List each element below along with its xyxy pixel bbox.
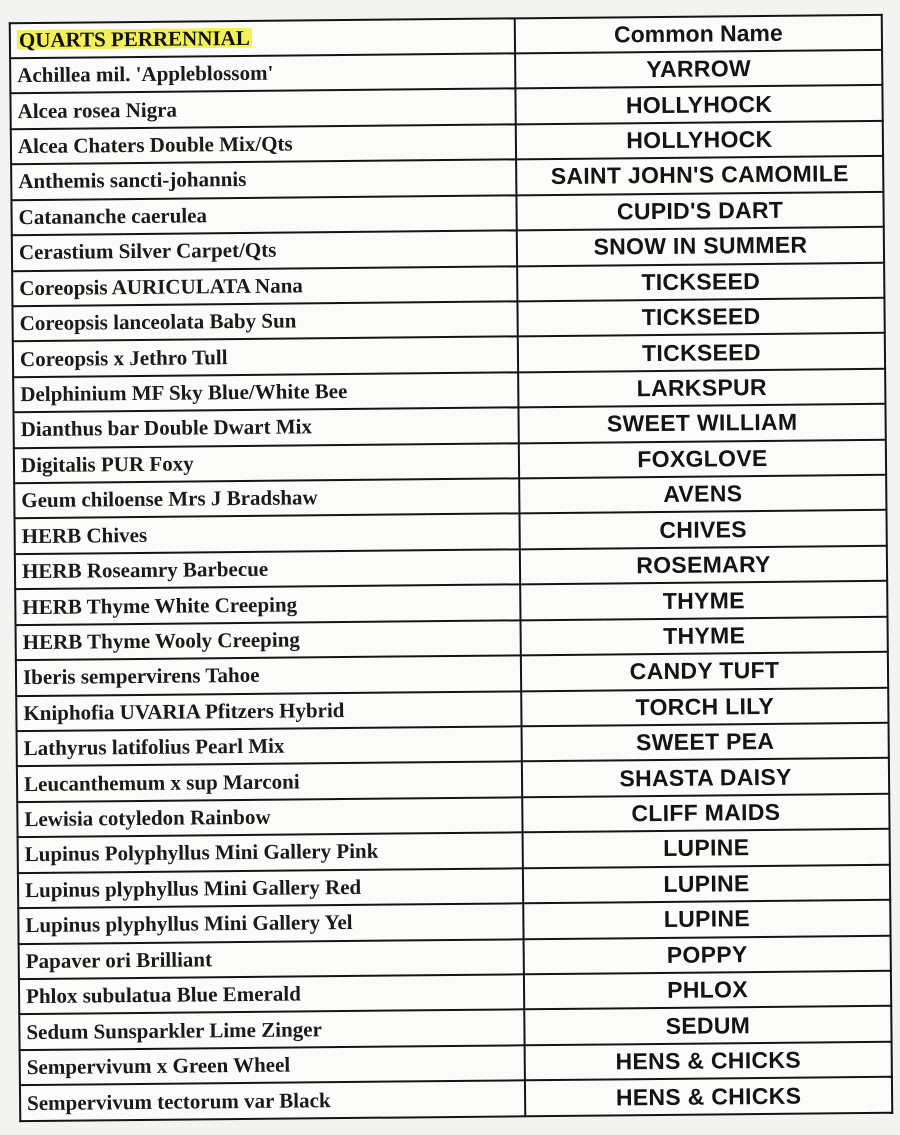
- botanical-name-cell: Kniphofia UVARIA Pfitzers Hybrid: [16, 691, 521, 731]
- common-name-cell: SEDUM: [524, 1006, 891, 1045]
- common-name-cell: HENS & CHICKS: [525, 1042, 892, 1081]
- botanical-name-cell: Geum chiloense Mrs J Bradshaw: [14, 478, 519, 518]
- botanical-name-cell: Digitalis PUR Foxy: [14, 443, 519, 483]
- botanical-name-cell: Catananche caerulea: [11, 195, 516, 235]
- common-name-cell: HENS & CHICKS: [525, 1077, 892, 1116]
- botanical-name-cell: HERB Thyme Wooly Creeping: [16, 620, 521, 660]
- botanical-name-cell: Alcea Chaters Double Mix/Qts: [11, 124, 516, 164]
- botanical-name-cell: Papaver ori Brilliant: [19, 939, 524, 979]
- header-botanical-name: [10, 18, 515, 58]
- common-name-cell: TICKSEED: [518, 333, 885, 372]
- botanical-name-cell: Anthemis sancti-johannis: [11, 160, 516, 200]
- paper-sheet: [9, 14, 892, 1122]
- botanical-name-cell: Sempervivum x Green Wheel: [20, 1045, 525, 1085]
- common-name-cell: TICKSEED: [517, 262, 884, 301]
- common-name-cell: PHLOX: [524, 971, 891, 1010]
- botanical-name-cell: Iberis sempervirens Tahoe: [16, 655, 521, 695]
- header-common-name: Common Name: [515, 15, 882, 54]
- common-name-cell: TORCH LILY: [521, 687, 888, 726]
- botanical-name-cell: Coreopsis lanceolata Baby Sun: [12, 301, 517, 341]
- botanical-name-cell: Lewisia cotyledon Rainbow: [17, 797, 522, 837]
- common-name-cell: LARKSPUR: [518, 369, 885, 408]
- common-name-cell: LUPINE: [523, 864, 890, 903]
- common-name-cell: CHIVES: [519, 510, 886, 549]
- botanical-name-cell: Phlox subulatua Blue Emerald: [19, 974, 524, 1014]
- table-body: [10, 50, 892, 1121]
- botanical-name-cell: Coreopsis AURICULATA Nana: [12, 266, 517, 306]
- common-name-cell: CLIFF MAIDS: [522, 794, 889, 833]
- common-name-cell: POPPY: [524, 935, 891, 974]
- plant-table: [9, 14, 894, 1122]
- common-name-cell: SHASTA DAISY: [522, 758, 889, 797]
- botanical-name-cell: Lupinus plyphyllus Mini Gallery Red: [18, 868, 523, 908]
- common-name-cell: THYME: [520, 581, 887, 620]
- common-name-cell: ROSEMARY: [520, 546, 887, 585]
- botanical-name-cell: Delphinium MF Sky Blue/White Bee: [13, 372, 518, 412]
- common-name-cell: CUPID'S DART: [516, 192, 883, 231]
- botanical-name-cell: Dianthus bar Double Dwart Mix: [13, 408, 518, 448]
- botanical-name-cell: Sempervivum tectorum var Black: [20, 1081, 525, 1122]
- common-name-cell: SNOW IN SUMMER: [517, 227, 884, 266]
- common-name-cell: SWEET PEA: [522, 723, 889, 762]
- common-name-cell: HOLLYHOCK: [516, 121, 883, 160]
- common-name-cell: LUPINE: [523, 829, 890, 868]
- botanical-name-cell: Leucanthemum x sup Marconi: [17, 762, 522, 802]
- common-name-cell: SAINT JOHN'S CAMOMILE: [516, 156, 883, 195]
- botanical-name-cell: Lupinus Polyphyllus Mini Gallery Pink: [18, 833, 523, 873]
- common-name-cell: SWEET WILLIAM: [518, 404, 885, 443]
- botanical-name-cell: HERB Thyme White Creeping: [15, 585, 520, 625]
- botanical-name-cell: Sedum Sunsparkler Lime Zinger: [19, 1010, 524, 1050]
- highlighted-header-text: QUARTS PERRENNIAL: [18, 25, 250, 53]
- botanical-name-cell: Cerastium Silver Carpet/Qts: [12, 230, 517, 270]
- common-name-cell: THYME: [521, 617, 888, 656]
- botanical-name-cell: Coreopsis x Jethro Tull: [13, 337, 518, 377]
- common-name-cell: AVENS: [519, 475, 886, 514]
- common-name-cell: CANDY TUFT: [521, 652, 888, 691]
- botanical-name-cell: Lathyrus latifolius Pearl Mix: [17, 726, 522, 766]
- common-name-cell: FOXGLOVE: [519, 439, 886, 478]
- common-name-cell: LUPINE: [523, 900, 890, 939]
- botanical-name-cell: HERB Chives: [15, 514, 520, 554]
- botanical-name-cell: HERB Roseamry Barbecue: [15, 549, 520, 589]
- table-row: [20, 1077, 892, 1121]
- botanical-name-cell: Achillea mil. 'Appleblossom': [10, 53, 515, 93]
- common-name-cell: TICKSEED: [517, 298, 884, 337]
- botanical-name-cell: Lupinus plyphyllus Mini Gallery Yel: [18, 903, 523, 943]
- botanical-name-cell: Alcea rosea Nigra: [10, 89, 515, 129]
- common-name-cell: HOLLYHOCK: [515, 85, 882, 124]
- common-name-cell: YARROW: [515, 50, 882, 89]
